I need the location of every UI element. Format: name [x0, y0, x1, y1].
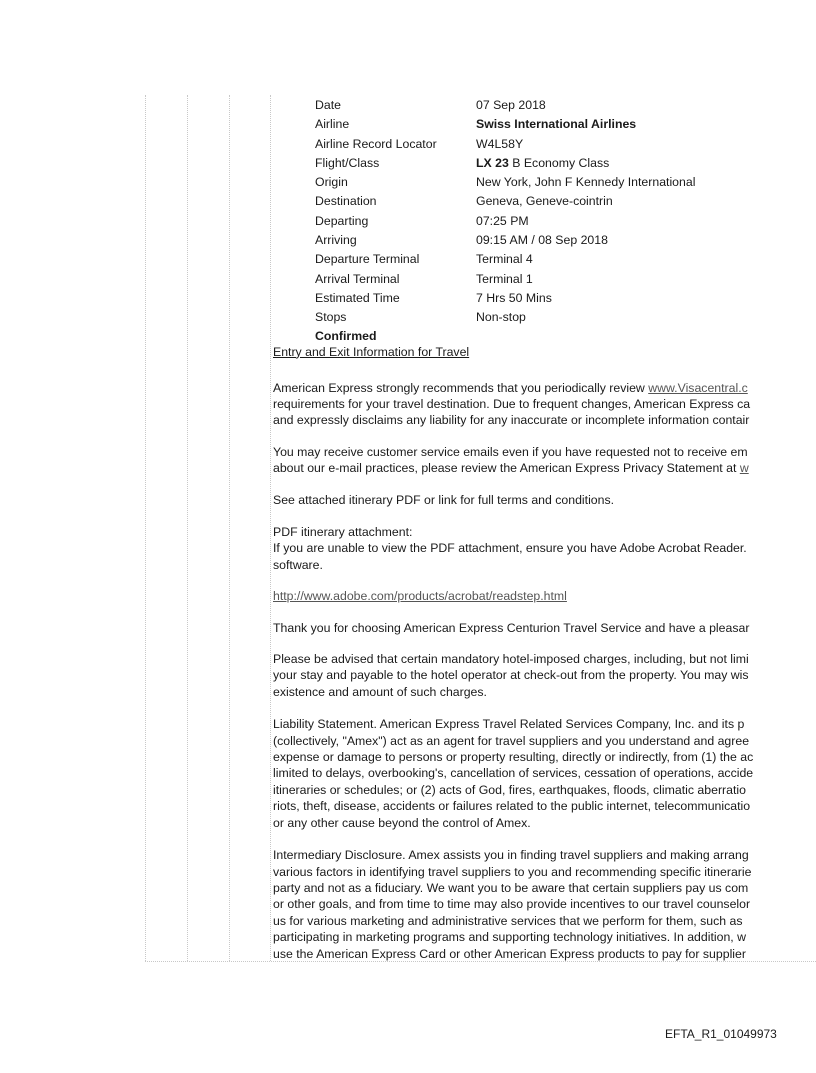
thanks-paragraph: Thank you for choosing American Express Centurion Travel Service and have a pleasar [273, 620, 750, 635]
table-border [270, 95, 271, 961]
pdf-paragraph [273, 524, 816, 573]
text-line: about our e-mail practices, please review the American Express Privacy Statement at [273, 461, 740, 476]
text-line: use the American Express Card or other American Express products to pay for supplier [273, 946, 746, 961]
text-line: PDF itinerary attachment: [273, 525, 413, 539]
field-value: 07:25 PM [476, 213, 529, 228]
field-label: Date [315, 98, 341, 112]
field-label: Airline Record Locator [315, 136, 437, 151]
text-line: software. [273, 557, 323, 572]
field-label: Origin [315, 175, 348, 190]
field-value [476, 154, 816, 173]
flight-class: B Economy Class [512, 155, 610, 170]
field-label: Flight/Class [315, 155, 380, 170]
flight-row [273, 135, 816, 154]
entry-exit-heading: Entry and Exit Information for Travel [273, 344, 470, 359]
text-line: American Express strongly recommends that you periodically review [273, 380, 649, 395]
flight-row [273, 212, 816, 231]
flight-row [273, 270, 816, 289]
text-line: requirements for your travel destination. Due to frequent changes, American Express ca [273, 396, 751, 411]
text-line: participating in marketing programs and supporting technology initiatives. In addition, w [273, 930, 747, 945]
text-line: expense or damage to persons or property resulting, directly or indirectly, from (1) the ac [273, 750, 754, 765]
field-value: W4L58Y [476, 136, 524, 151]
text-line: Please be advised that certain mandatory hotel-imposed charges, including, but not limi [273, 652, 749, 667]
field-value: 09:15 AM / 08 Sep 2018 [476, 233, 608, 248]
hotel-charges-paragraph [273, 651, 816, 700]
table-border [187, 95, 188, 961]
adobe-paragraph [273, 588, 816, 604]
text-line: Intermediary Disclosure. Amex assists you in finding travel suppliers and making arrang [273, 848, 749, 863]
field-label: Estimated Time [315, 290, 400, 305]
field-value: 07 Sep 2018 [476, 98, 546, 112]
text-line: or any other cause beyond the control of Amex. [273, 815, 531, 830]
flight-row [273, 115, 816, 134]
flight-details [273, 96, 816, 345]
intermediary-paragraph [273, 847, 816, 962]
text-line: various factors in identifying travel suppliers to you and recommending specific itinerarie [273, 864, 752, 879]
itinerary-content [273, 96, 816, 962]
field-value: New York, John F Kennedy International [476, 175, 696, 190]
field-label: Departing [315, 213, 369, 228]
flight-row [273, 192, 816, 211]
text-line: or other goals, and from time to time may also provide incentives to our travel counselor [273, 897, 751, 912]
text-line: You may receive customer service emails even if you have requested not to receive em [273, 444, 748, 459]
text-line: limited to delays, overbooking's, cancellation of services, cessation of operations, accide [273, 766, 754, 781]
flight-row [273, 154, 816, 173]
flight-row [273, 231, 816, 250]
text-line: your stay and payable to the hotel operator at check-out from the property. You may wis [273, 668, 749, 683]
field-value: Geneva, Geneve-cointrin [476, 194, 613, 209]
field-label: Destination [315, 194, 377, 209]
terms-paragraph: See attached itinerary PDF or link for full terms and conditions. [273, 492, 615, 507]
field-label: Airline [315, 117, 350, 132]
flight-row [273, 289, 816, 308]
flight-row [273, 173, 816, 192]
field-label: Arrival Terminal [315, 271, 400, 286]
flight-code: LX 23 [476, 155, 509, 170]
field-value: Swiss International Airlines [476, 117, 637, 132]
text-line: itineraries or schedules; or (2) acts of God, fires, earthquakes, floods, climatic aberratio [273, 782, 746, 797]
liability-paragraph [273, 716, 816, 831]
text-line: us for various marketing and administrative services that we perform for them, such as [273, 913, 743, 928]
field-label: Arriving [315, 233, 357, 248]
flight-row [273, 308, 816, 327]
field-value: Terminal 1 [476, 271, 533, 286]
text-line: Liability Statement. American Express Travel Related Services Company, Inc. and its p [273, 717, 745, 732]
text-line: (collectively, "Amex") act as an agent for travel suppliers and you understand and agree [273, 733, 750, 748]
email-paragraph [273, 444, 816, 477]
document-id: EFTA_R1_01049973 [665, 1027, 777, 1041]
table-border [145, 95, 146, 961]
flight-row [273, 250, 816, 269]
field-value: Non-stop [476, 310, 526, 325]
field-value: Terminal 4 [476, 252, 533, 267]
recommend-paragraph [273, 380, 816, 429]
text-line: riots, theft, disease, accidents or failures related to the public internet, telecommunicatio [273, 799, 751, 814]
text-line: party and not as a fiduciary. We want you to be aware that certain suppliers pay us com [273, 880, 749, 895]
text-line: If you are unable to view the PDF attachment, ensure you have Adobe Acrobat Reader. [273, 541, 747, 556]
privacy-statement-link[interactable]: w [739, 461, 749, 476]
field-label: Stops [315, 310, 347, 325]
text-line: existence and amount of such charges. [273, 684, 487, 699]
visacentral-link[interactable]: www.Visacentral.c [648, 380, 748, 395]
field-value: 7 Hrs 50 Mins [476, 290, 552, 305]
table-border [229, 95, 230, 961]
booking-status: Confirmed [315, 328, 377, 343]
flight-row [273, 96, 816, 115]
adobe-reader-link[interactable]: http://www.adobe.com/products/acrobat/readstep.html [273, 589, 567, 604]
field-label: Departure Terminal [315, 252, 420, 267]
text-line: and expressly disclaims any liability for any inaccurate or incomplete information contair [273, 413, 750, 428]
